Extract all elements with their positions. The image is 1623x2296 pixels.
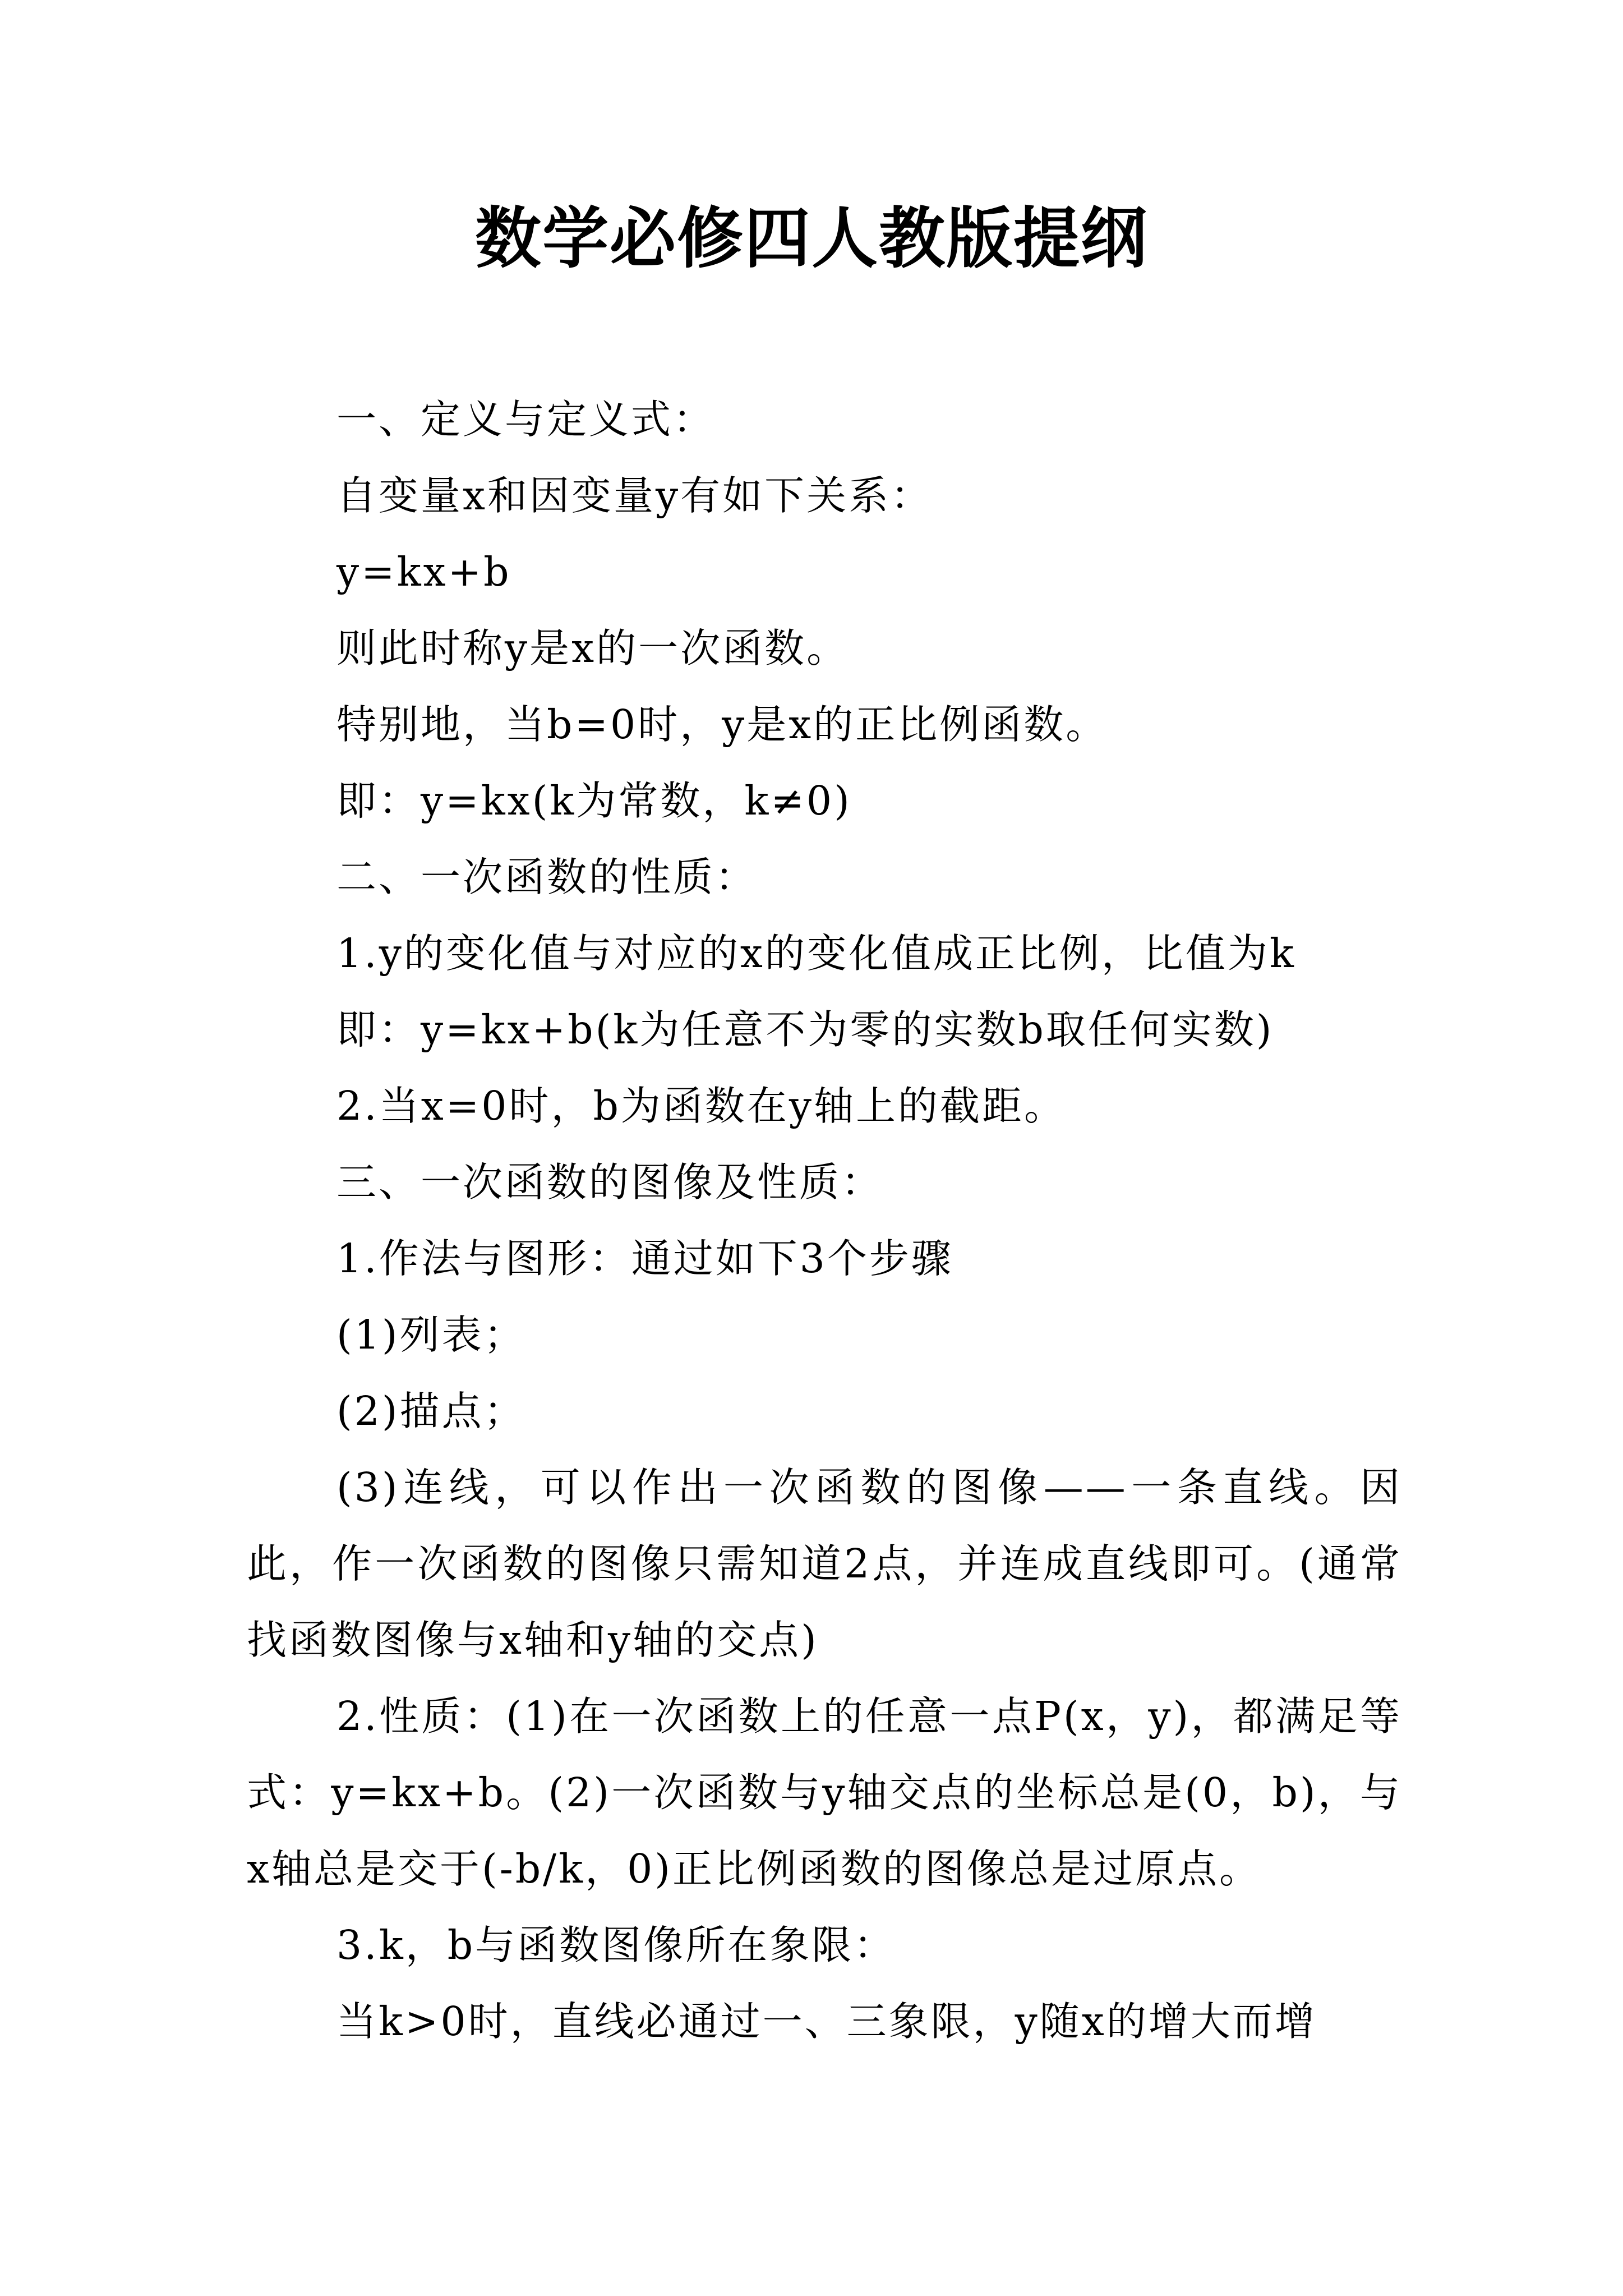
text-line: 自变量x和因变量y有如下关系：	[336, 472, 933, 519]
list-item: (1)列表；	[336, 1312, 526, 1358]
paragraph: (3)连线，可以作出一次函数的图像——一条直线。因此，作一次函数的图像只需知道2点，并连成直线即可。(通常找函数图像与x轴和y轴的交点)	[247, 1464, 1402, 1663]
list-item: (2)描点；	[336, 1388, 526, 1434]
text-line: 当k>0时，直线必通过一、三象限，y随x的增大而增	[336, 1998, 1317, 2045]
section-heading-graph: 三、一次函数的图像及性质：	[336, 1159, 884, 1205]
text-line: 则此时称y是x的一次函数。	[336, 625, 849, 671]
document-body	[247, 381, 1402, 2060]
paragraph: 2.性质：(1)在一次函数上的任意一点P(x，y)，都满足等式：y=kx+b。(2)一次函数与y轴交点的坐标总是(0，b)，与x轴总是交于(-b/k，0)正比例函数的图像总是过原点。	[247, 1693, 1402, 1892]
text-line: 3.k，b与函数图像所在象限：	[336, 1922, 896, 1968]
section-heading-definition: 一、定义与定义式：	[336, 396, 716, 443]
formula-line: y=kx+b	[336, 549, 511, 595]
formula-line: 即：y=kx+b(k为任意不为零的实数b取任何实数)	[336, 1006, 1274, 1053]
text-line: 1.作法与图形：通过如下3个步骤	[336, 1235, 953, 1282]
section-heading-properties: 二、一次函数的性质：	[336, 854, 758, 900]
text-line: 1.y的变化值与对应的x的变化值成正比例，比值为k	[336, 930, 1296, 977]
formula-line: 即：y=kx(k为常数，k≠0)	[336, 777, 852, 824]
text-line: 特别地，当b=0时，y是x的正比例函数。	[336, 701, 1108, 748]
text-line: 2.当x=0时，b为函数在y轴上的截距。	[336, 1083, 1067, 1129]
document-title: 数学必修四人教版提纲	[474, 199, 1148, 277]
